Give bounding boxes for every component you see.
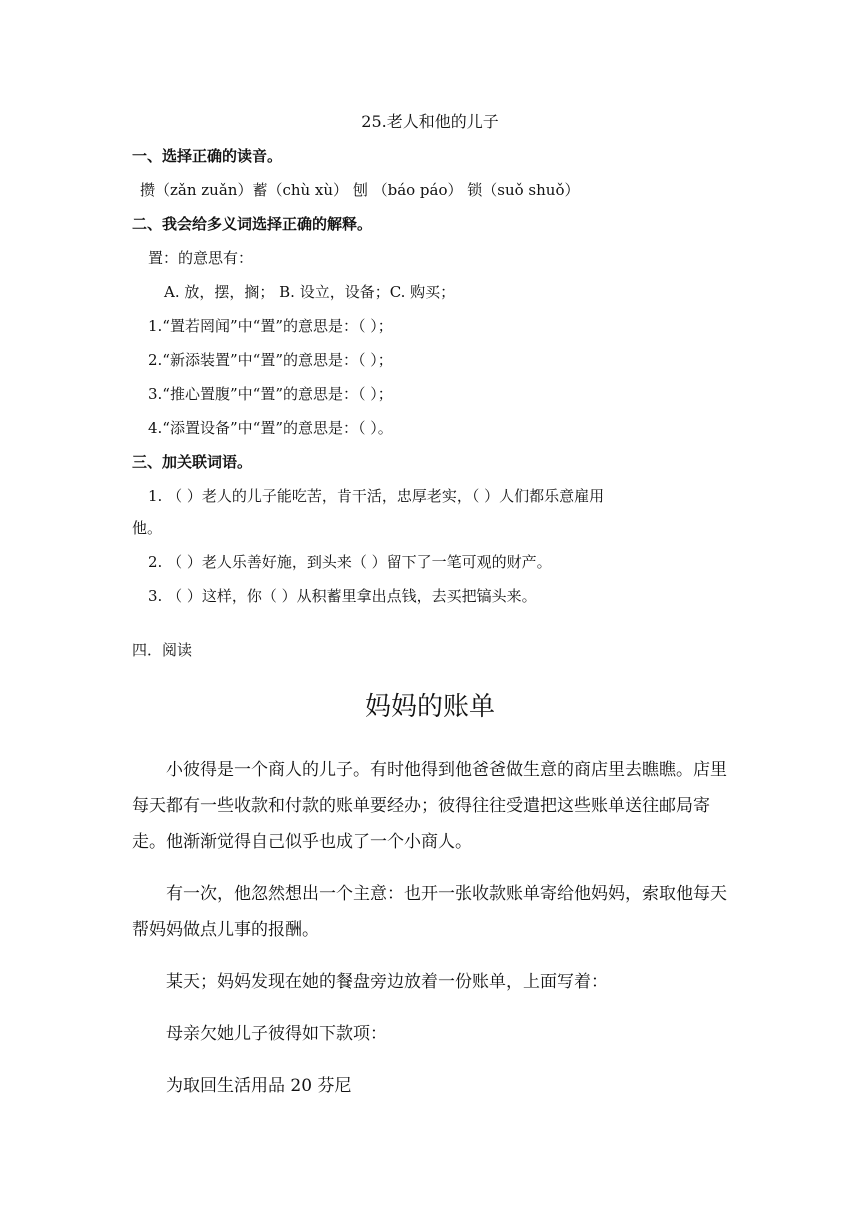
section-2-heading: 二、我会给多义词选择正确的解释。 [132, 215, 373, 233]
section-2-options: A. 放，摆，搁； B. 设立，设备；C. 购买； [164, 283, 456, 301]
section-3-question-2: 2. （ ）老人乐善好施，到头来（ ）留下了一笔可观的财产。 [148, 553, 552, 571]
section-2-question-1: 1.“置若罔闻”中“置”的意思是：（ ）； [148, 317, 393, 335]
section-3-heading: 三、加关联词语。 [132, 453, 253, 471]
section-3-question-1-continued: 他。 [132, 519, 163, 537]
section-2-question-4: 4.“添置设备”中“置”的意思是：（ ）。 [148, 419, 393, 437]
section-3-question-3: 3. （ ）这样，你（ ）从积蓄里拿出点钱，去买把镐头来。 [148, 587, 537, 605]
reading-title: 妈妈的账单 [364, 692, 495, 722]
page-title: 25.老人和他的儿子 [361, 112, 499, 131]
reading-paragraph-2-line-2: 帮妈妈做点儿事的报酬。 [132, 920, 319, 940]
section-2-intro: 置：的意思有： [148, 249, 254, 267]
reading-paragraph-3: 某天；妈妈发现在她的餐盘旁边放着一份账单，上面写着： [166, 972, 608, 992]
reading-paragraph-1-line-1: 小彼得是一个商人的儿子。有时他得到他爸爸做生意的商店里去瞧瞧。店里 [166, 760, 727, 780]
reading-paragraph-1-line-2: 每天都有一些收款和付款的账单要经办；彼得往往受遣把这些账单送往邮局寄 [132, 796, 710, 816]
section-1-content: 攒（zǎn zuǎn）蓄（chù xù） 刨 （báo páo） 锁（suǒ shuǒ） [140, 181, 580, 199]
reading-paragraph-5: 为取回生活用品 20 芬尼 [166, 1076, 352, 1096]
reading-paragraph-2-line-1: 有一次，他忽然想出一个主意：也开一张收款账单寄给他妈妈，索取他每天 [166, 884, 727, 904]
reading-paragraph-4: 母亲欠她儿子彼得如下款项： [166, 1024, 387, 1044]
section-2-question-3: 3.“推心置腹”中“置”的意思是：（ ）； [148, 385, 393, 403]
section-2-question-2: 2.“新添装置”中“置”的意思是：（ ）； [148, 351, 393, 369]
reading-paragraph-1-line-3: 走。他渐渐觉得自己似乎也成了一个小商人。 [132, 832, 472, 852]
section-3-question-1: 1. （ ）老人的儿子能吃苦，肯干活，忠厚老实，（ ）人们都乐意雇用 [148, 487, 605, 505]
section-1-heading: 一、选择正确的读音。 [132, 147, 283, 165]
section-4-heading: 四．阅读 [132, 641, 193, 659]
